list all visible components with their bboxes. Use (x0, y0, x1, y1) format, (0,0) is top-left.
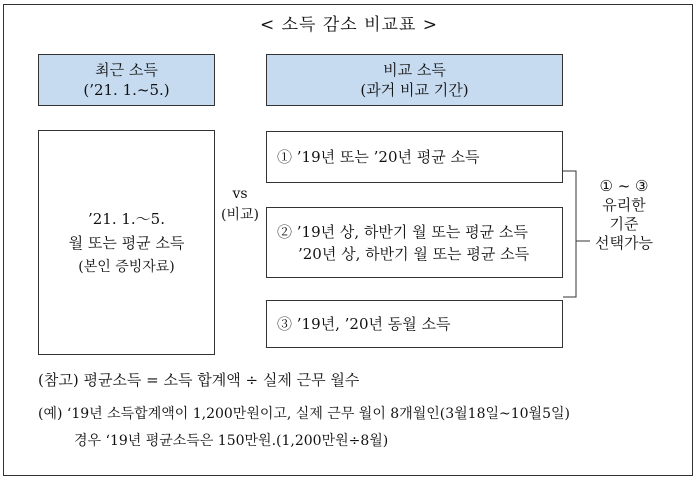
bracket-label (584, 177, 664, 253)
recent-income-header-line2: (’21. 1.~5.) (83, 81, 170, 99)
vs-comparison-text: (비교) (221, 207, 259, 223)
example-note-line2: 경우 ‘19년 평균소득은 150만원.(1,200만원÷8월) (74, 433, 389, 449)
bracket-label-selectable: 선택가능 (595, 234, 653, 252)
bracket-path (563, 171, 576, 297)
reference-note: (참고) 평균소득 = 소득 합계액 ÷ 실제 근무 월수 (38, 371, 360, 389)
example-note-line1: (예) ‘19년 소득합계액이 1,200만원이고, 실제 근무 월이 8개월인(3월18일~10월5일) (38, 406, 570, 422)
option-3-text: ③ ’19년, ’20년 동월 소득 (277, 315, 451, 333)
option-2-text-line1: ② ’19년 상, 하반기 월 또는 평균 소득 (277, 222, 528, 241)
vs-text: vs (232, 186, 248, 202)
recent-income-evidence: (본인 증빙자료) (78, 258, 175, 275)
comparison-income-header-line2: (과거 비교 기간) (360, 81, 469, 99)
recent-income-desc: 월 또는 평균 소득 (68, 233, 185, 252)
recent-income-period: ’21. 1.～5. (87, 209, 165, 228)
bracket-label-criteria: 기준 (609, 215, 639, 233)
option-2-text-line2: ’20년 상, 하반기 월 또는 평균 소득 (298, 244, 530, 263)
comparison-income-header-line1: 비교 소득 (383, 61, 446, 79)
bracket-label-favorable: 유리한 (602, 196, 646, 214)
option-1-text: ① ’19년 또는 ’20년 평균 소득 (277, 148, 480, 166)
bracket-label-range: ① ~ ③ (599, 177, 649, 195)
page-title: < 소득 감소 비교표 > (259, 15, 439, 35)
recent-income-header-line1: 최근 소득 (95, 61, 158, 79)
